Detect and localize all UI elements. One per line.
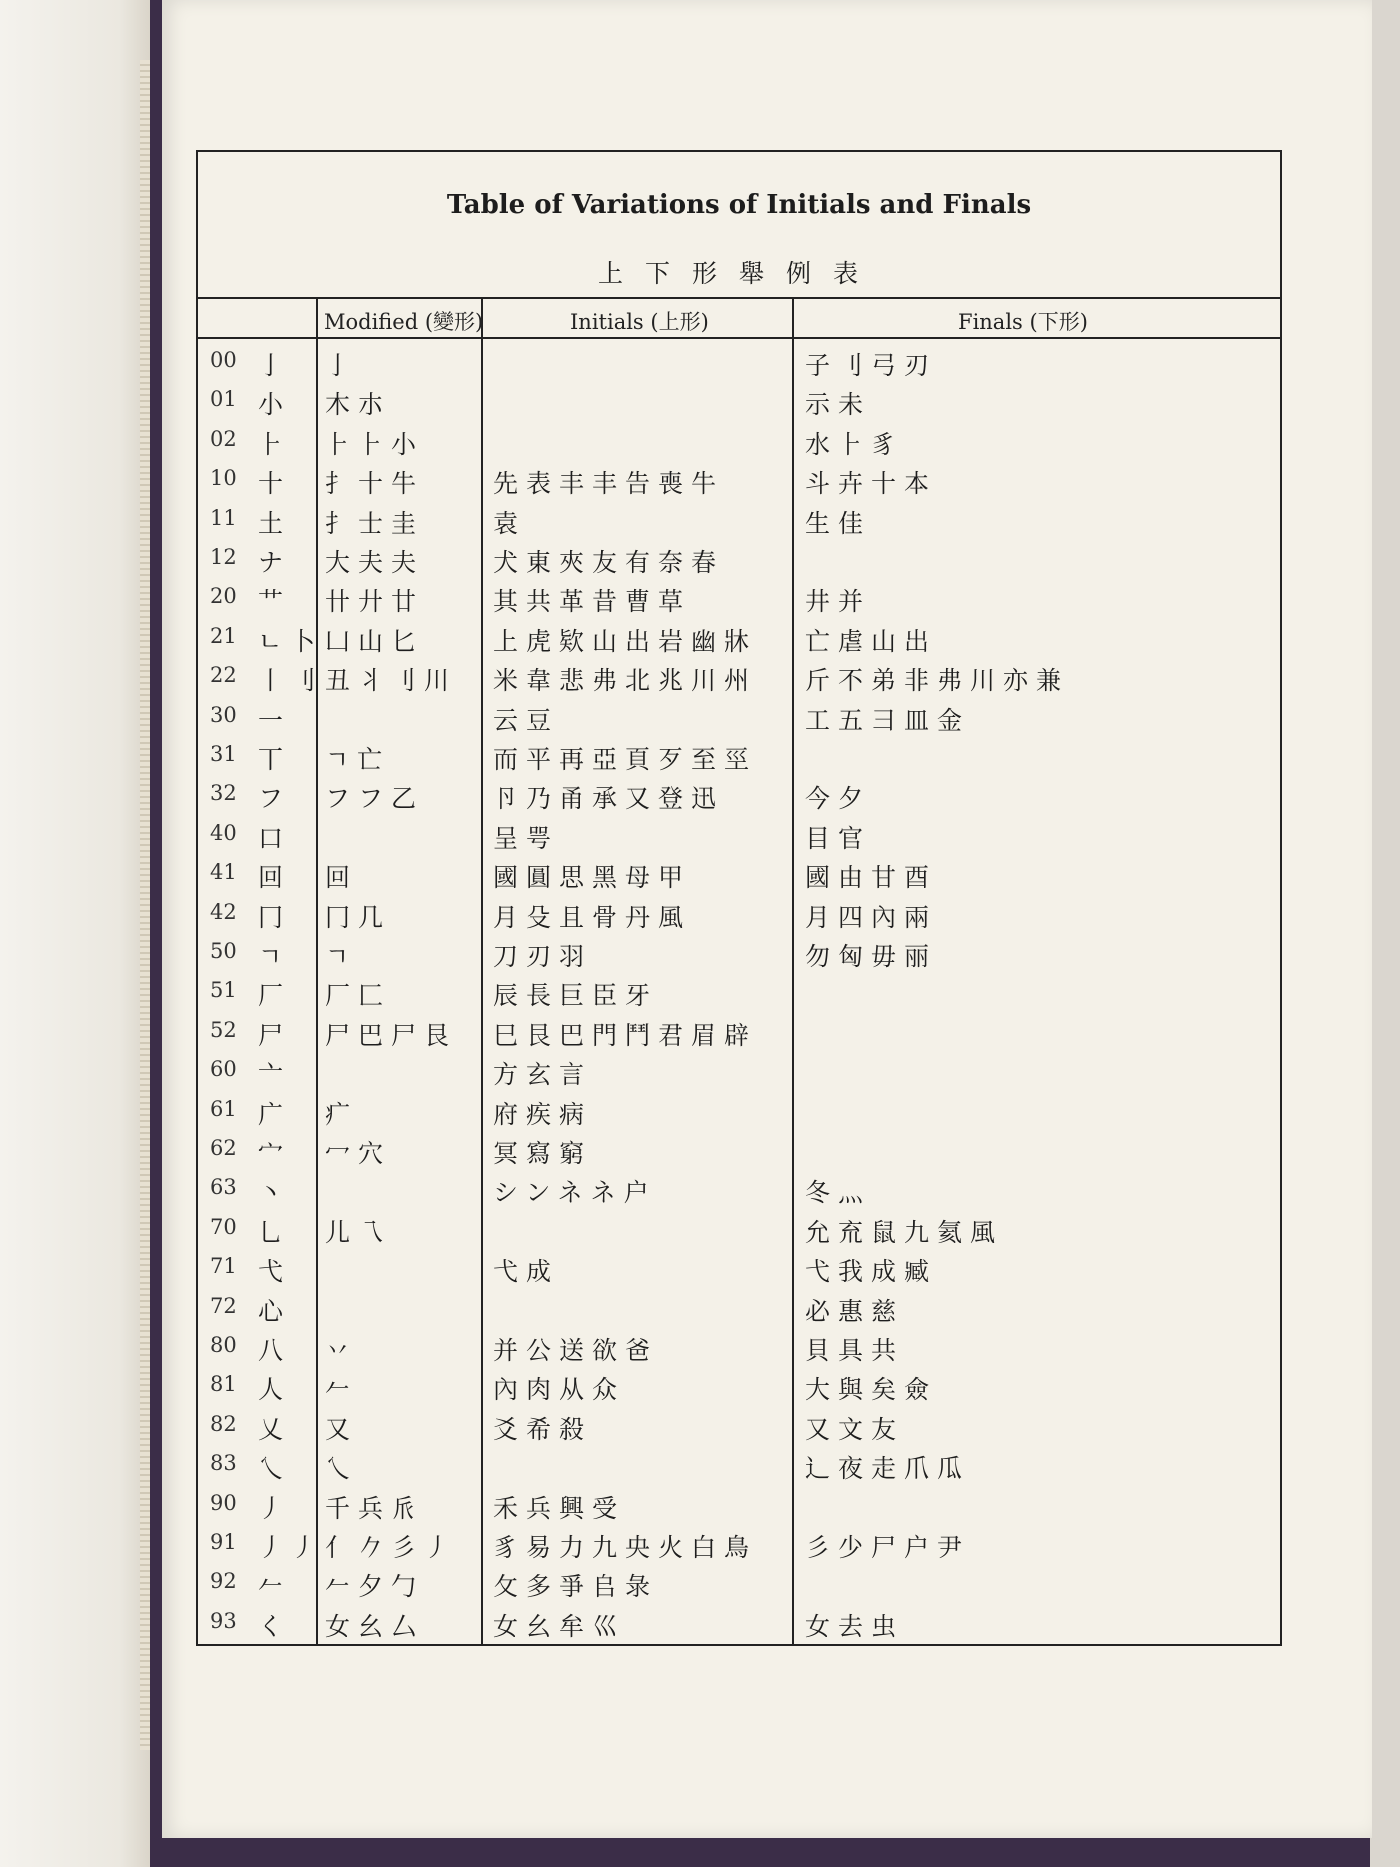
modified-forms: 𠂉 <box>325 1375 359 1405</box>
initial-examples: シンネネ户 <box>493 1178 657 1208</box>
base-radical: 亅 <box>258 351 292 380</box>
modified-forms: 木朩 <box>325 390 392 420</box>
initial-examples: 刀刃羽 <box>493 942 593 971</box>
modified-forms: ㄱ <box>325 942 358 971</box>
row-code: 41 <box>210 860 237 885</box>
initial-examples: 方玄言 <box>493 1060 593 1090</box>
row-code: 82 <box>210 1411 237 1436</box>
base-radical: 乂 <box>258 1414 292 1444</box>
row-code: 31 <box>210 742 237 766</box>
modified-forms: 女幺厶 <box>325 1611 425 1641</box>
final-examples: 示未 <box>805 390 872 420</box>
base-radical: 口 <box>258 823 292 853</box>
final-examples: 目官 <box>805 823 872 853</box>
modified-forms: ⺊⺊小 <box>325 429 425 459</box>
final-examples: 子刂弓刃 <box>805 351 938 380</box>
table-row <box>198 1528 1280 1560</box>
initial-examples: 月殳且骨丹風 <box>493 902 692 932</box>
row-code: 60 <box>210 1057 237 1082</box>
final-examples: 國由甘酉 <box>805 863 938 893</box>
initial-examples: 犬東夾友有奈春 <box>493 548 725 577</box>
base-radical: 小 <box>258 390 292 420</box>
base-radical: 尸 <box>258 1020 292 1050</box>
modified-forms: フフ乙 <box>325 784 425 814</box>
table-row <box>198 819 1280 851</box>
base-radical: 冂 <box>258 902 292 932</box>
initial-examples: 辰長巨臣牙 <box>493 981 659 1011</box>
modified-forms: 厂匚 <box>325 981 392 1011</box>
row-code: 93 <box>210 1608 237 1633</box>
table-row <box>198 1016 1280 1048</box>
table-row <box>198 1134 1280 1166</box>
table-row <box>198 701 1280 733</box>
initial-examples: 云豆 <box>493 705 560 735</box>
row-code: 50 <box>210 939 237 963</box>
base-radical: 亠 <box>258 1060 292 1090</box>
table-title-chinese: 上下形舉例表 <box>597 259 880 288</box>
modified-forms: 又 <box>325 1414 359 1444</box>
base-radical: 𠂉 <box>258 1572 292 1602</box>
final-examples: 今夕 <box>805 784 872 814</box>
table-row <box>198 858 1280 893</box>
table-row <box>198 1331 1280 1363</box>
row-code: 00 <box>210 348 237 372</box>
modified-forms: 𠂉夕勹 <box>325 1572 425 1602</box>
base-radical: 丿 <box>258 1493 292 1523</box>
base-radical: ナ <box>258 548 292 577</box>
modified-forms: 卄廾廿 <box>325 587 425 617</box>
final-examples: 允㐬鼠九氦風 <box>805 1217 1004 1247</box>
initial-examples: 弋成 <box>493 1257 560 1287</box>
title-divider <box>198 297 1280 299</box>
table-row <box>198 504 1280 536</box>
table-row <box>198 976 1280 1011</box>
initial-examples: 先表丰丰告喪牛 <box>493 469 725 499</box>
row-code: 30 <box>210 702 237 727</box>
modified-forms: 千兵𠂢 <box>325 1493 425 1523</box>
base-radical: 丅 <box>258 745 292 774</box>
base-radical: 丨刂 <box>258 666 325 696</box>
table-row <box>198 1173 1280 1208</box>
initial-examples: 攵多爭𠂤彔 <box>493 1572 659 1602</box>
base-radical: 八 <box>258 1336 292 1365</box>
base-radical: 弋 <box>258 1257 292 1287</box>
table-row <box>198 898 1280 930</box>
table-row <box>198 661 1280 696</box>
row-code: 12 <box>210 545 237 569</box>
final-examples: 弋我成臧 <box>805 1257 938 1287</box>
row-code: 92 <box>210 1569 237 1594</box>
initial-examples: 并公送欲爸 <box>493 1336 659 1365</box>
final-examples: 月四內兩 <box>805 902 938 932</box>
row-code: 21 <box>210 623 237 648</box>
table-row <box>198 464 1280 499</box>
row-code: 40 <box>210 820 237 845</box>
table-row <box>198 1370 1280 1405</box>
initial-examples: 女幺牟巛 <box>493 1611 626 1641</box>
final-examples: 大與矣僉 <box>805 1375 938 1405</box>
modified-forms: 凵山匕 <box>325 626 425 656</box>
table-row <box>198 1410 1280 1442</box>
book-page <box>162 0 1372 1838</box>
table-row <box>198 779 1280 814</box>
column-rule-1 <box>316 297 318 1644</box>
base-radical: く <box>258 1611 292 1641</box>
initial-examples: 袁 <box>493 508 527 538</box>
modified-forms: 冖穴 <box>325 1139 392 1168</box>
header-divider <box>198 337 1280 339</box>
table-row <box>198 622 1280 654</box>
base-radical: 厂 <box>258 981 292 1011</box>
initial-examples: 冥寫窮 <box>493 1139 593 1168</box>
initial-examples: 國圓思黑母甲 <box>493 863 692 893</box>
base-radical: 丶 <box>258 1178 292 1208</box>
table-row <box>198 1607 1280 1639</box>
modified-forms: 亅 <box>325 351 359 380</box>
base-radical: 广 <box>258 1099 292 1129</box>
row-code: 02 <box>210 426 237 451</box>
base-radical: ㄱ <box>258 942 291 971</box>
row-code: 61 <box>210 1096 237 1121</box>
modified-forms: 回 <box>325 863 359 893</box>
initial-examples: 府疾病 <box>493 1099 593 1129</box>
final-examples: 彡少尸户尹 <box>805 1533 971 1562</box>
modified-forms: 扌十牛 <box>325 469 425 499</box>
row-code: 42 <box>210 899 237 924</box>
row-code: 11 <box>210 505 237 530</box>
row-code: 91 <box>210 1530 237 1554</box>
modified-forms: 丑丬刂川 <box>325 666 458 696</box>
base-radical: 丿丿 <box>258 1533 325 1562</box>
base-radical: ⺊ <box>258 429 292 459</box>
modified-forms: 大夫夫 <box>325 548 425 577</box>
column-rule-2 <box>481 297 483 1644</box>
initial-examples: 爻希殺 <box>493 1414 593 1444</box>
initial-examples: 其共革昔曹草 <box>493 587 692 617</box>
header-finals: Finals (下形) <box>958 310 1088 334</box>
variations-table <box>196 150 1282 1646</box>
modified-forms: 儿乁 <box>325 1217 392 1247</box>
final-examples: 又文友 <box>805 1414 905 1444</box>
final-examples: 女去虫 <box>805 1611 905 1641</box>
table-row <box>198 937 1280 969</box>
left-page-edge <box>0 0 170 1867</box>
row-code: 80 <box>210 1333 237 1357</box>
table-row <box>198 1567 1280 1602</box>
initial-examples: 內肉从众 <box>493 1375 626 1405</box>
modified-forms: 疒 <box>325 1099 359 1129</box>
base-radical: フ <box>258 784 292 814</box>
initial-examples: 而平再亞頁歹至巠 <box>493 745 758 774</box>
modified-forms: 扌士圭 <box>325 508 425 538</box>
base-radical: 宀 <box>258 1139 292 1168</box>
base-radical: 乚 <box>258 1217 292 1247</box>
table-row <box>198 346 1280 378</box>
final-examples: 必惠慈 <box>805 1296 905 1326</box>
table-row <box>198 1449 1280 1484</box>
modified-forms: 乀 <box>325 1454 359 1484</box>
table-row <box>198 543 1280 575</box>
table-row <box>198 1252 1280 1287</box>
initial-examples: 卪乃甬承又登迅 <box>493 784 725 814</box>
table-row <box>198 1213 1280 1245</box>
final-examples: 勿匈毋丽 <box>805 942 938 971</box>
initial-examples: 禾兵興受 <box>493 1493 626 1523</box>
background-surface <box>1370 0 1400 1867</box>
row-code: 62 <box>210 1136 237 1160</box>
initial-examples: 巳艮巴門鬥君眉辟 <box>493 1020 758 1050</box>
initial-examples: 上虎欵山出岩幽牀 <box>493 626 758 656</box>
row-code: 52 <box>210 1017 237 1042</box>
base-radical: 土 <box>258 508 292 538</box>
base-radical: 回 <box>258 863 292 893</box>
modified-forms: 亻𠂊彡丿 <box>325 1533 458 1562</box>
initial-examples: 呈咢 <box>493 823 560 853</box>
table-row <box>198 425 1280 457</box>
row-code: 81 <box>210 1372 237 1397</box>
column-rule-3 <box>792 297 794 1644</box>
final-examples: 亡虐山出 <box>805 626 938 656</box>
row-code: 63 <box>210 1175 237 1200</box>
row-code: 51 <box>210 978 237 1003</box>
final-examples: 井并 <box>805 587 872 617</box>
final-examples: 貝具共 <box>805 1336 905 1365</box>
final-examples: 水⺊豸 <box>805 429 905 459</box>
base-radical: 一 <box>258 705 292 735</box>
final-examples: 斗卉十本 <box>805 469 938 499</box>
row-code: 10 <box>210 466 237 491</box>
table-row <box>198 385 1280 420</box>
modified-forms: 丷 <box>325 1336 359 1365</box>
table-row <box>198 1489 1280 1521</box>
base-radical: 乀 <box>258 1454 292 1484</box>
row-code: 01 <box>210 387 237 412</box>
row-code: 72 <box>210 1293 237 1318</box>
header-modified: Modified (變形) <box>324 310 484 334</box>
row-code: 32 <box>210 781 237 806</box>
base-radical: ㄴ卜 <box>258 626 324 656</box>
modified-forms: 尸巴尸艮 <box>325 1020 458 1050</box>
final-examples: 生佳 <box>805 508 872 538</box>
row-code: 83 <box>210 1451 237 1476</box>
initial-examples: 豸易力九央火白鳥 <box>493 1533 758 1562</box>
base-radical: 人 <box>258 1375 292 1405</box>
table-row <box>198 1055 1280 1090</box>
table-row <box>198 582 1280 617</box>
row-code: 20 <box>210 584 237 609</box>
modified-forms: ㄱ亡 <box>325 745 391 774</box>
final-examples: 工五彐皿金 <box>805 705 971 735</box>
table-row <box>198 1292 1280 1324</box>
table-row <box>198 740 1280 772</box>
final-examples: 冬灬 <box>805 1178 872 1208</box>
base-radical: 艹 <box>258 587 292 617</box>
header-initials: Initials (上形) <box>570 310 709 334</box>
row-code: 90 <box>210 1490 237 1515</box>
final-examples: 斤不弟非弗川亦兼 <box>805 666 1070 696</box>
table-title-english: Table of Variations of Initials and Finals <box>446 190 1032 220</box>
final-examples: 辶夜走爪瓜 <box>805 1454 971 1484</box>
row-code: 70 <box>210 1214 237 1239</box>
modified-forms: 冂几 <box>325 902 392 932</box>
table-row <box>198 1095 1280 1127</box>
initial-examples: 米韋悲弗北兆川州 <box>493 666 758 696</box>
row-code: 71 <box>210 1254 237 1279</box>
row-code: 22 <box>210 663 237 688</box>
base-radical: 心 <box>258 1296 292 1326</box>
base-radical: 十 <box>258 469 292 499</box>
